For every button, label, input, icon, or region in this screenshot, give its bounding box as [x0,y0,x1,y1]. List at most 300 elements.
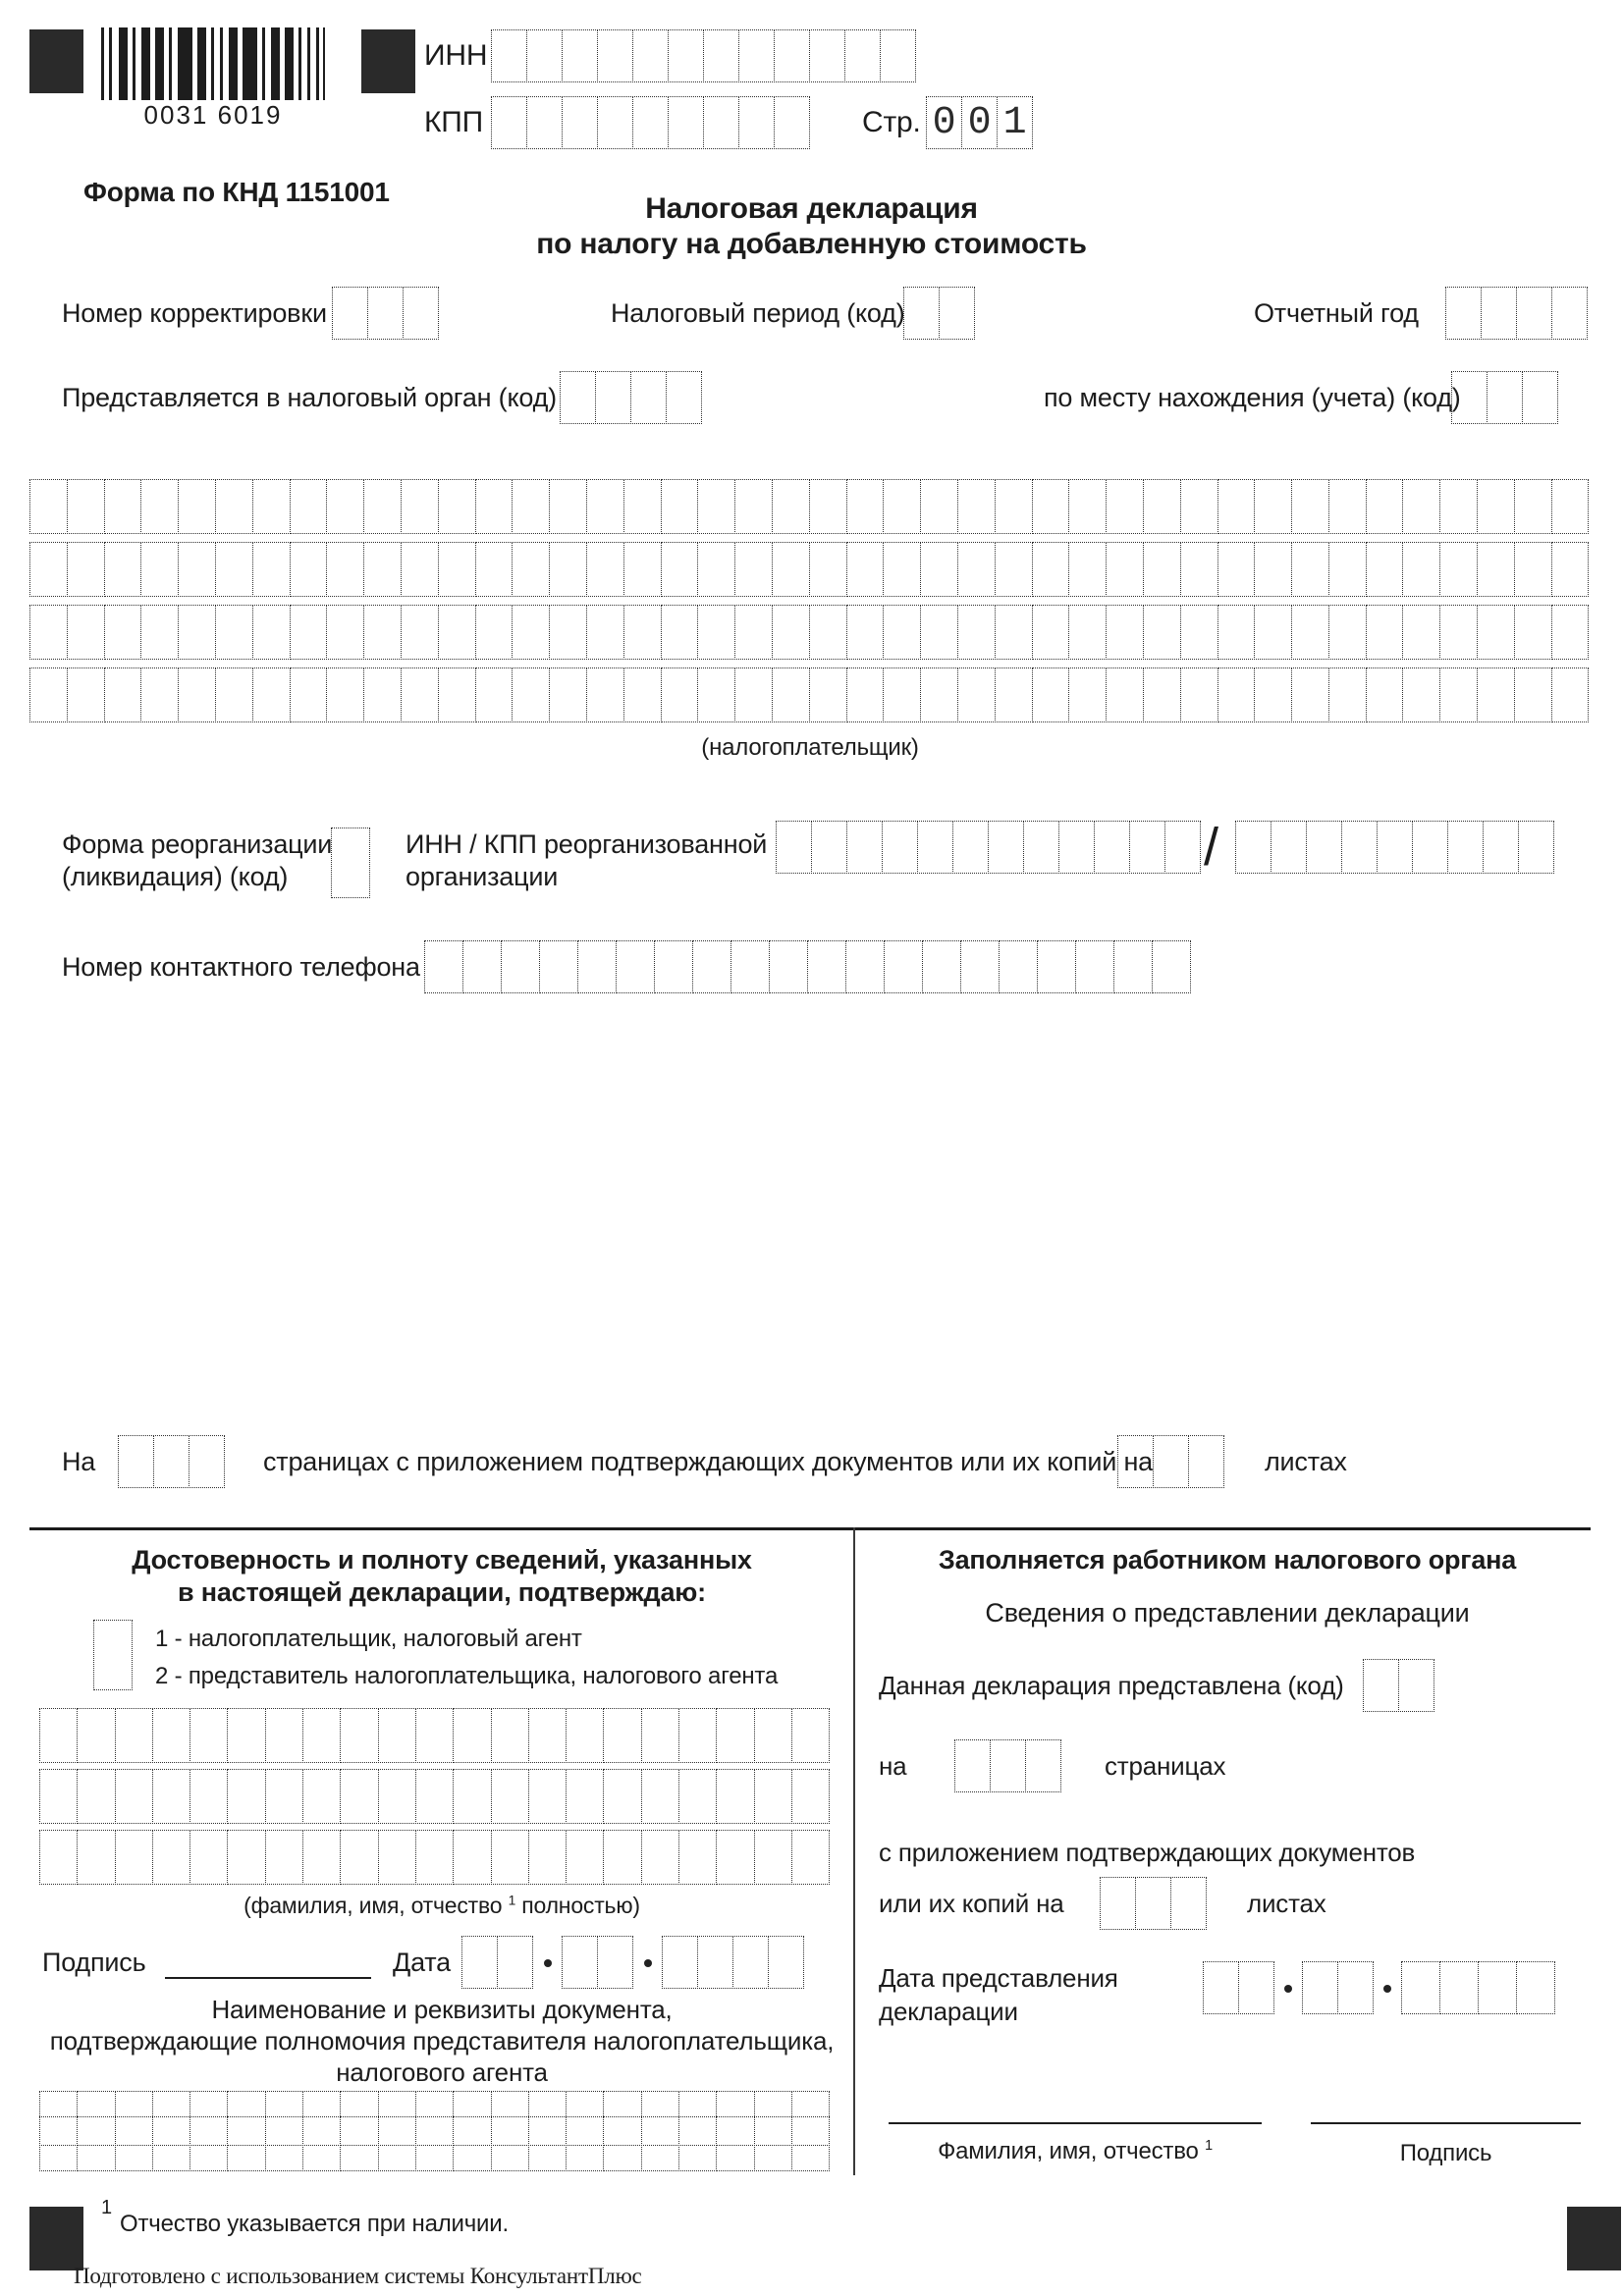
cell[interactable] [957,667,996,722]
cell[interactable] [597,29,633,82]
cell[interactable] [77,2116,115,2171]
signer-type-field[interactable] [93,1620,133,1690]
cell[interactable] [340,1830,378,1885]
official-fio-line[interactable] [889,2122,1262,2124]
cell[interactable] [1522,371,1558,424]
cell[interactable] [1439,542,1478,597]
cell[interactable] [453,1769,491,1824]
cell[interactable] [1291,479,1329,534]
cell[interactable] [1402,542,1440,597]
cell[interactable] [1366,542,1404,597]
cell[interactable] [1516,287,1552,340]
cell[interactable] [178,479,216,534]
taxpayer-name-row[interactable] [29,605,1589,660]
cell[interactable] [302,1708,341,1763]
cell[interactable] [1106,667,1144,722]
cell[interactable] [730,940,770,993]
cell[interactable] [774,96,810,149]
cell[interactable] [178,605,216,660]
cell[interactable] [603,1769,641,1824]
cell[interactable] [39,1708,78,1763]
correction-number-field[interactable] [332,287,439,340]
cell[interactable] [252,605,291,660]
cell[interactable] [697,1936,733,1989]
cell[interactable] [1100,1877,1136,1930]
cell[interactable] [104,667,142,722]
cell[interactable] [1254,479,1292,534]
cell[interactable] [340,1708,378,1763]
cell[interactable] [378,1830,416,1885]
cell[interactable] [331,828,370,898]
cell[interactable] [252,542,291,597]
cell[interactable] [1217,479,1256,534]
cell[interactable] [475,542,514,597]
cell[interactable] [67,667,105,722]
cell[interactable] [1306,821,1342,874]
cell[interactable] [734,542,773,597]
cell[interactable] [152,1708,190,1763]
cell[interactable] [920,667,958,722]
cell[interactable] [903,287,940,340]
cell[interactable] [302,1830,341,1885]
doc-details-row[interactable] [39,2116,830,2171]
cell[interactable] [846,821,883,874]
cell[interactable] [1291,542,1329,597]
cell[interactable] [526,29,563,82]
cell[interactable] [549,479,587,534]
report-year-field[interactable] [1445,287,1588,340]
cell[interactable] [67,479,105,534]
cell[interactable] [378,1769,416,1824]
cell[interactable] [661,479,699,534]
cell[interactable] [118,1435,154,1488]
cell[interactable] [1377,821,1413,874]
cell[interactable] [39,1830,78,1885]
cell[interactable] [1164,821,1201,874]
submission-date-year-field[interactable] [1401,1961,1555,2014]
cell[interactable] [152,2116,190,2171]
cell[interactable] [1439,1961,1479,2014]
cell[interactable] [595,371,631,424]
cell[interactable] [1032,605,1070,660]
cell[interactable] [501,940,540,993]
cell[interactable] [227,1769,265,1824]
cell[interactable] [189,2116,228,2171]
taxpayer-name-row[interactable] [29,479,1589,534]
cell[interactable] [809,542,847,597]
cell[interactable] [1129,821,1165,874]
cell[interactable] [846,479,885,534]
cell[interactable] [1188,1435,1224,1488]
cell[interactable] [1363,1659,1399,1712]
cell[interactable] [140,479,179,534]
cell[interactable] [939,287,975,340]
cell[interactable] [995,605,1033,660]
cell[interactable] [77,1830,115,1885]
cell[interactable] [566,1769,604,1824]
cell[interactable] [363,542,402,597]
cell[interactable] [791,1830,830,1885]
cell[interactable] [917,821,953,874]
cell[interactable] [549,667,587,722]
signature-line[interactable] [165,1977,371,1979]
cell[interactable] [791,1769,830,1824]
cell[interactable] [603,1708,641,1763]
cell[interactable] [1180,605,1218,660]
cell[interactable] [539,940,578,993]
cell[interactable] [1152,940,1191,993]
cell[interactable] [662,1936,698,1989]
cell[interactable] [776,821,812,874]
cell[interactable] [661,667,699,722]
cell[interactable] [67,605,105,660]
cell[interactable] [302,1769,341,1824]
cell[interactable] [754,1769,792,1824]
cell[interactable] [528,1769,567,1824]
cell[interactable] [512,605,550,660]
cell[interactable] [716,1830,754,1885]
cell[interactable] [566,2116,604,2171]
cell[interactable] [772,667,810,722]
cell[interactable] [1366,605,1404,660]
cell[interactable] [326,542,364,597]
cell[interactable] [265,1830,303,1885]
cell[interactable] [623,542,662,597]
inn-field[interactable] [491,29,916,82]
cell[interactable] [738,96,775,149]
cell[interactable]: 0 [961,96,998,149]
tax-period-field[interactable] [903,287,975,340]
cell[interactable] [475,667,514,722]
location-code-field[interactable] [1451,371,1558,424]
cell[interactable] [140,542,179,597]
cell[interactable] [661,542,699,597]
cell[interactable] [1068,542,1107,597]
page-number-field[interactable] [926,96,1033,149]
cell[interactable] [562,1936,598,1989]
cell[interactable] [39,1769,78,1824]
cell[interactable] [809,479,847,534]
cell[interactable] [716,2116,754,2171]
cell[interactable] [562,29,598,82]
cell[interactable] [990,1739,1026,1792]
cell[interactable] [29,542,68,597]
cell[interactable] [29,605,68,660]
cell[interactable] [1203,1961,1239,2014]
kpp-field[interactable] [491,96,810,149]
cell[interactable] [29,479,68,534]
cell[interactable] [1143,479,1181,534]
cell[interactable] [1328,667,1367,722]
cell[interactable] [67,542,105,597]
cell[interactable] [586,479,624,534]
cell[interactable] [1516,1961,1555,2014]
cell[interactable] [809,605,847,660]
cell[interactable] [952,821,989,874]
cell[interactable] [1068,479,1107,534]
cell[interactable] [995,667,1033,722]
cell[interactable] [1291,667,1329,722]
cell[interactable] [453,2116,491,2171]
cell[interactable] [302,2116,341,2171]
cell[interactable] [453,1830,491,1885]
cell[interactable] [227,2116,265,2171]
cell[interactable] [1481,287,1517,340]
cell[interactable] [1328,479,1367,534]
cell[interactable] [153,1435,189,1488]
cell[interactable] [1106,605,1144,660]
cell[interactable] [497,1936,533,1989]
cell[interactable] [189,1769,228,1824]
cell[interactable] [401,667,439,722]
cell[interactable] [738,29,775,82]
cell[interactable] [1551,605,1590,660]
cell[interactable] [1143,667,1181,722]
cell[interactable] [104,479,142,534]
cell[interactable] [1439,605,1478,660]
cell[interactable] [1445,287,1482,340]
cell[interactable] [1143,605,1181,660]
cell[interactable] [1477,605,1515,660]
cell[interactable] [678,2116,717,2171]
cell[interactable] [424,940,463,993]
cell[interactable] [1514,479,1552,534]
cell[interactable] [1058,821,1095,874]
cell[interactable] [438,542,476,597]
cell[interactable] [1514,542,1552,597]
cell[interactable] [697,479,735,534]
cell[interactable] [1477,667,1515,722]
cell[interactable] [1180,542,1218,597]
cell[interactable] [666,371,702,424]
cell[interactable] [597,1936,633,1989]
reorg-kpp-field[interactable] [1235,821,1554,874]
cell[interactable] [678,1708,717,1763]
cell[interactable] [734,667,773,722]
cell[interactable] [367,287,404,340]
cell[interactable] [1153,1435,1189,1488]
cell[interactable] [363,605,402,660]
cell[interactable] [1514,605,1552,660]
cell[interactable] [140,605,179,660]
date-day-field[interactable] [461,1936,533,1989]
cell[interactable] [1447,821,1484,874]
cell[interactable] [215,479,253,534]
cell[interactable] [697,605,735,660]
cell[interactable] [1094,821,1130,874]
cell[interactable] [1451,371,1488,424]
cell[interactable] [461,1936,498,1989]
cell[interactable] [1032,479,1070,534]
cell[interactable] [754,2116,792,2171]
cell[interactable] [995,479,1033,534]
cell[interactable] [988,821,1024,874]
cell[interactable] [215,605,253,660]
cell[interactable] [1439,667,1478,722]
cell[interactable] [178,542,216,597]
cell[interactable] [1180,479,1218,534]
cell[interactable] [732,1936,769,1989]
cell[interactable] [734,605,773,660]
contact-phone-field[interactable] [424,940,1191,993]
cell[interactable] [1254,605,1292,660]
cell[interactable] [39,2116,78,2171]
cell[interactable] [1106,542,1144,597]
cell[interactable] [577,940,617,993]
cell[interactable] [623,605,662,660]
cell[interactable] [1487,371,1523,424]
cell[interactable] [1551,479,1590,534]
cell[interactable] [1551,287,1588,340]
cell[interactable] [1291,605,1329,660]
cell[interactable] [791,1708,830,1763]
cell[interactable] [922,940,961,993]
cell[interactable] [115,1769,153,1824]
cell[interactable] [845,940,885,993]
cell[interactable] [189,1708,228,1763]
cell[interactable] [178,667,216,722]
cell[interactable] [703,29,739,82]
cell[interactable] [415,1769,454,1824]
cell[interactable] [844,29,881,82]
cell[interactable] [960,940,1000,993]
sheets-count-field[interactable] [1117,1435,1224,1488]
cell[interactable] [340,2116,378,2171]
cell[interactable] [326,479,364,534]
cell[interactable] [692,940,731,993]
submission-date-day-field[interactable] [1203,1961,1274,2014]
cell[interactable] [265,1769,303,1824]
pages-count-field[interactable] [118,1435,225,1488]
cell[interactable] [438,479,476,534]
cell[interactable] [491,1708,529,1763]
cell[interactable] [1025,1739,1061,1792]
date-year-field[interactable] [662,1936,804,1989]
cell[interactable] [1518,821,1554,874]
cell[interactable] [215,667,253,722]
cell[interactable] [1402,667,1440,722]
cell[interactable] [716,1708,754,1763]
cell[interactable] [491,96,527,149]
cell[interactable] [265,1708,303,1763]
cell[interactable] [152,1769,190,1824]
cell[interactable] [1477,479,1515,534]
tax-authority-field[interactable] [560,371,702,424]
cell[interactable] [1235,821,1271,874]
cell[interactable] [227,1708,265,1763]
cell[interactable] [882,821,918,874]
cell[interactable] [769,940,808,993]
cell[interactable] [1023,821,1059,874]
cell[interactable] [957,479,996,534]
cell[interactable] [1412,821,1448,874]
cell[interactable] [401,605,439,660]
cell[interactable] [491,1830,529,1885]
cell[interactable] [560,371,596,424]
cell[interactable] [512,542,550,597]
cell[interactable] [415,2116,454,2171]
cell[interactable] [1217,542,1256,597]
cell[interactable] [1143,542,1181,597]
cell[interactable] [883,667,921,722]
reorg-inn-field[interactable] [776,821,1201,874]
cell[interactable] [641,1769,679,1824]
cell[interactable] [475,605,514,660]
cell[interactable] [1032,667,1070,722]
cell[interactable] [1366,479,1404,534]
cell[interactable] [1328,542,1367,597]
cell[interactable] [189,1830,228,1885]
cell[interactable] [528,1830,567,1885]
cell[interactable] [1180,667,1218,722]
cell[interactable] [641,1830,679,1885]
cell[interactable] [1302,1961,1338,2014]
cell[interactable] [115,1830,153,1885]
cell[interactable] [415,1708,454,1763]
cell[interactable] [846,667,885,722]
cell[interactable] [528,1708,567,1763]
official-signature-line[interactable] [1311,2122,1581,2124]
cell[interactable] [954,1739,991,1792]
cell[interactable] [290,605,328,660]
cell[interactable] [603,2116,641,2171]
submission-date-month-field[interactable] [1302,1961,1374,2014]
cell[interactable] [1135,1877,1171,1930]
cell[interactable] [641,1708,679,1763]
cell[interactable] [920,542,958,597]
cell[interactable] [189,1435,225,1488]
cell[interactable] [512,479,550,534]
cell[interactable] [1032,542,1070,597]
cell[interactable] [1217,667,1256,722]
cell[interactable] [597,96,633,149]
cell[interactable] [1439,479,1478,534]
cell[interactable] [1271,821,1307,874]
cell[interactable] [115,1708,153,1763]
cell[interactable] [326,667,364,722]
cell[interactable] [807,940,846,993]
cell[interactable] [678,1769,717,1824]
cell[interactable] [774,29,810,82]
cell[interactable] [603,1830,641,1885]
cell[interactable] [697,542,735,597]
cell[interactable] [716,1769,754,1824]
cell[interactable] [995,542,1033,597]
cell[interactable] [363,479,402,534]
cell[interactable] [632,29,669,82]
cell[interactable] [1483,821,1519,874]
cell[interactable] [104,542,142,597]
cell[interactable] [1068,667,1107,722]
cell[interactable] [632,96,669,149]
cell[interactable] [1478,1961,1517,2014]
cell[interactable] [378,1708,416,1763]
cell[interactable] [1238,1961,1274,2014]
cell[interactable] [1551,542,1590,597]
cell[interactable] [227,1830,265,1885]
cell[interactable] [29,667,68,722]
cell[interactable] [252,479,291,534]
cell[interactable]: 0 [926,96,962,149]
cell[interactable] [475,479,514,534]
cell[interactable] [754,1830,792,1885]
cell[interactable] [754,1708,792,1763]
cell[interactable] [1402,479,1440,534]
cell[interactable] [768,1936,804,1989]
cell[interactable] [1037,940,1076,993]
cell[interactable] [999,940,1038,993]
date-month-field[interactable] [562,1936,633,1989]
